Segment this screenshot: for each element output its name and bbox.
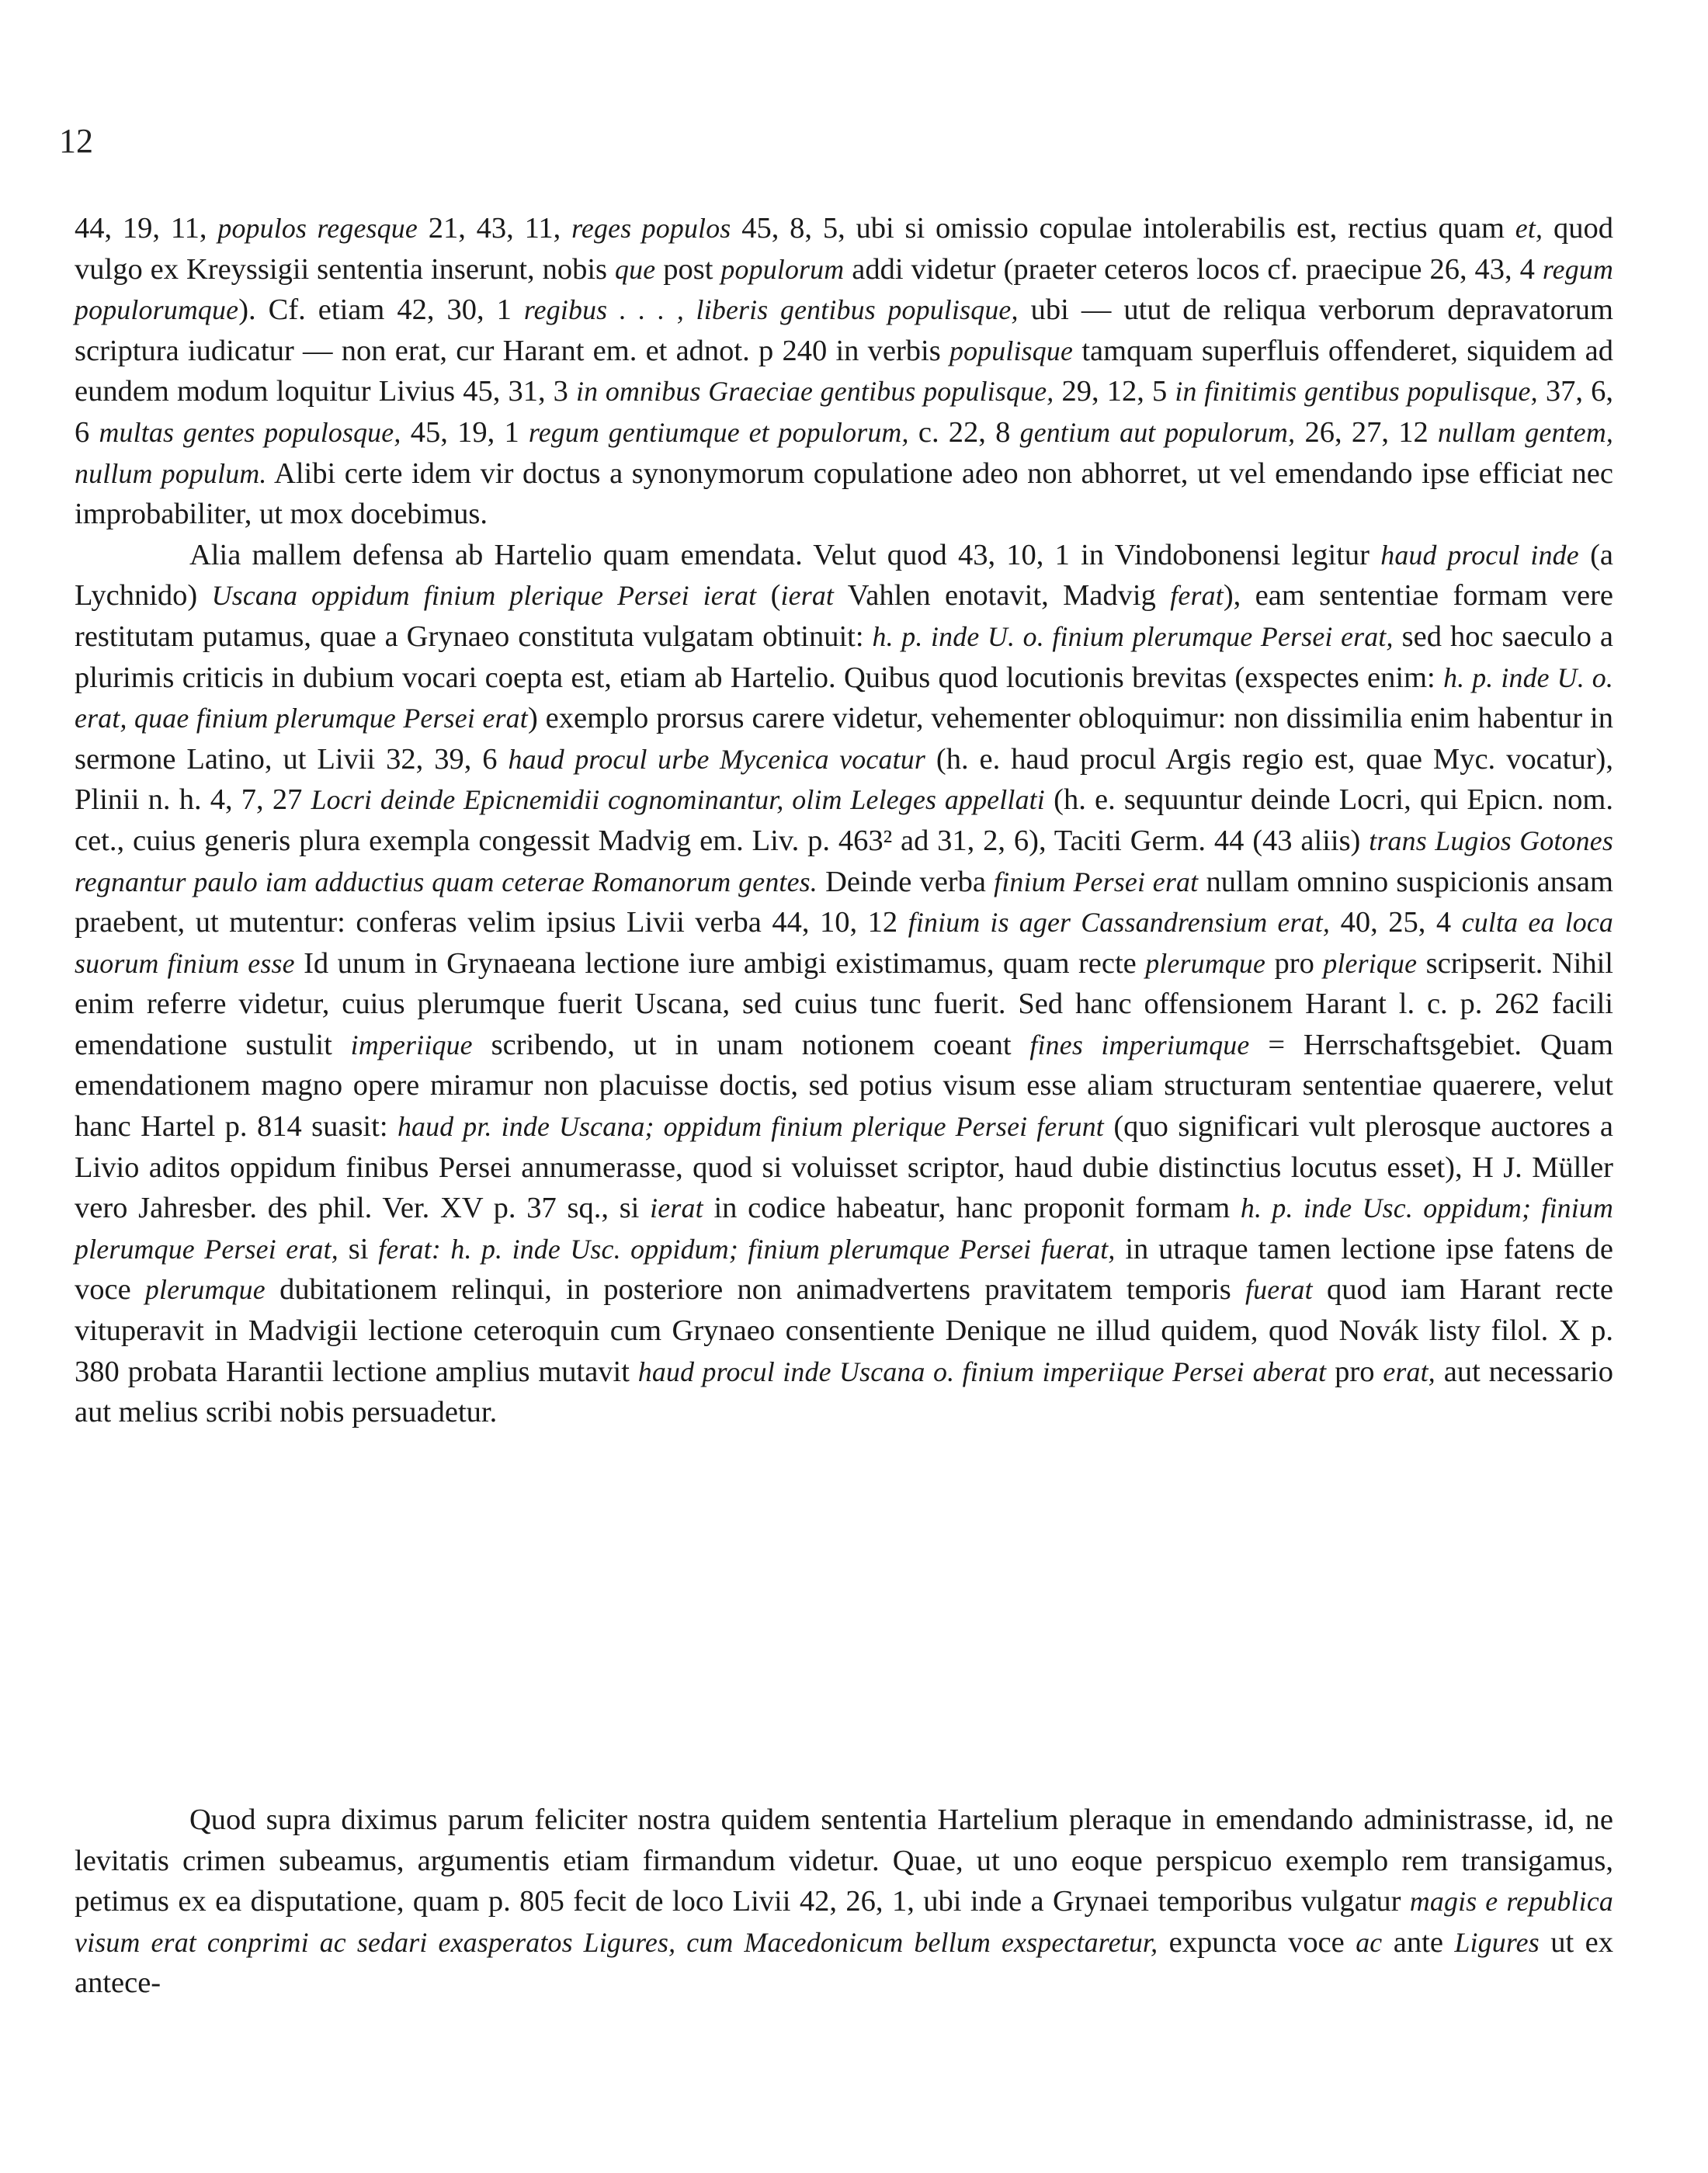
italic-citation: plerique [1323,947,1418,979]
italic-citation: h. p. inde U. o. erat, quae finium plerumque Persei erat [75,661,1613,734]
text-run: addi videtur (praeter ceteros locos cf. praecipue 26, 43, 4 [844,252,1543,286]
italic-citation: populos regesque [217,213,418,244]
text-run: Quod supra diximus parum feliciter nostra quidem sententia Hartelium pleraque in emendando administrasse, id, ne levitatis crimen subeamus, argumentis etiam firmandum videtur. Quae, ut uno eoque perspicuo exemplo rem transigamus, petimus ex ea disputatione, quam p. 805 fecit de loco Livii 42, 26, 1, ubi inde a Grynaei temporibus vulgatur [75,1803,1613,1918]
text-run: in codice habeatur, hanc proponit formam [703,1192,1241,1225]
italic-citation: in omnibus Graeciae gentibus populisque, [576,376,1054,408]
italic-citation: fines imperiumque [1029,1029,1250,1060]
text-run: si [338,1232,379,1265]
italic-citation: h. p. inde U. o. finium plerumque Persei erat, [872,620,1394,652]
text-run: post [655,252,721,286]
body-text-main [75,208,1613,1433]
text-run: ), eam sententiae formam vere restitutam putamus, quae a Grynaeo constituta vulgatam obtinuit: [75,579,1613,653]
text-run: Alibi certe idem vir doctus a synonymorum copulatione adeo non abhorret, ut vel emendando ipse efficiat nec improbabiliter, ut mox docebimus. [75,456,1613,531]
italic-citation: fuerat [1245,1274,1313,1306]
text-run: ut ex antece- [75,1925,1614,2000]
italic-citation: Uscana oppidum finium plerique Persei ierat [211,580,757,612]
italic-citation: ac [1356,1926,1383,1958]
italic-citation: multas gentes populosque, [99,416,401,448]
italic-citation: et, [1515,213,1543,244]
text-run: 45, 19, 1 [401,415,529,449]
text-run: sed hoc saeculo a plurimis criticis in dubium vocari coepta est, etiam ab Hartelio. Quibus quod locutionis brevitas (exspectes enim: [75,620,1613,694]
italic-citation: haud procul inde Uscana o. finium imperiique Persei [637,1356,1245,1387]
italic-citation: haud procul urbe Mycenica vocatur [508,743,925,775]
text-run: (h. e. haud procul Argis regio est, quae Myc. vocatur), Plinii n. h. 4, 7, 27 [75,742,1613,817]
text-run: Vahlen enotavit, Madvig [834,579,1171,613]
text-run: 37, 6, 6 [75,375,1613,449]
text-run: quod iam Harant recte vituperavit in Madvigii lectione ceteroquin cum Grynaeo consentiente Denique ne illud quidem, quod Novák listy filol. X p. 380 probata Harantii lectione amplius mutavit [75,1273,1613,1388]
paragraph-1 [75,208,1613,535]
italic-citation: finium Persei erat [994,866,1199,897]
italic-citation: Ligures [1454,1926,1540,1958]
text-run: ). Cf. etiam 42, 30, 1 [238,293,524,327]
text-run: 26, 27, 12 [1295,415,1438,449]
italic-citation: aberat [1252,1356,1327,1387]
italic-citation: que [615,253,656,285]
text-run: (quo significari vult plerosque auctores a Livio aditos oppidum finibus Persei annumerasse, quod si voluisset scriptor, haud dubie distinctius locutus esset), H J. Müller vero Jahresber. des phil. Ver. XV p. 37 sq., si [75,1110,1613,1225]
italic-citation: in finitimis gentibus populisque, [1175,376,1538,408]
text-run: quod vulgo ex Kreyssigii sententia inserunt, nobis [75,212,1613,286]
italic-citation: Locri deinde Epicnemidii cognominantur, olim Leleges appellati [311,784,1045,816]
text-run: Deinde verba [817,865,995,898]
italic-citation: finium is ager Cassandrensium erat, [908,907,1331,939]
text-run: (h. e. sequuntur deinde Locri, qui Epicn. nom. cet., cuius generis plura exempla congessit Madvig em. Liv. p. 463² ad 31, 2, 6), Taciti Germ. 44 (43 aliis) [75,783,1614,857]
italic-citation: ferat [1170,580,1224,612]
italic-citation: regibus . . . , liberis gentibus populisque, [523,294,1019,326]
italic-citation: culta ea loca suorum finium esse [75,907,1614,979]
page-number: 12 [59,122,93,160]
italic-citation: imperiique [350,1029,473,1060]
italic-citation: plerumque [1145,947,1266,979]
text-run: pro [1326,1355,1383,1388]
text-run: expuncta voce [1158,1925,1356,1959]
text-run: 21, 43, 11, [417,212,572,245]
text-run: scripserit. Nihil enim referre videtur, cuius plerumque fuerit Uscana, sed cuius tunc fuerit. Sed hanc offensionem Harant l. c. p. 262 facili emendatione sustulit [75,946,1613,1061]
text-run: (a Lychnido) [75,538,1613,613]
text-run [1245,1356,1253,1388]
italic-citation: magis e republica visum erat conprimi ac sedari exasperatos Ligures, cum Macedonicum bellum exspectaretur, [75,1886,1614,1958]
text-run: aut necessario aut melius scribi nobis persuadetur. [75,1355,1613,1429]
italic-citation: regum populorumque [75,253,1613,326]
text-run: pro [1265,946,1324,980]
text-run: in utraque tamen lectione ipse fatens de voce [75,1232,1613,1307]
italic-citation: nullam gentem, nullum populum. [75,416,1614,489]
text-run: ) exemplo prorsus carere videtur, vehementer obloquimur: non dissimilia enim habentur in sermone Latino, ut Livii 32, 39, 6 [75,702,1613,776]
text-run: c. 22, 8 [908,415,1020,449]
body-text-lower [75,1800,1613,2004]
text-run: tamquam superfluis offenderet, siquidem ad eundem modum loquitur Livius 45, 31, 3 [75,334,1613,408]
text-run: 44, 19, 11, [75,212,218,245]
text-run: ante [1382,1925,1455,1959]
text-run: 40, 25, 4 [1330,906,1462,939]
text-run: Alia mallem defensa ab Hartelio quam emendata. Velut quod 43, 10, 1 in Vindobonensi legitur [189,538,1381,571]
italic-citation: plerumque [144,1274,266,1306]
paragraph-2 [75,535,1613,1433]
italic-citation: haud procul inde [1380,539,1579,571]
italic-citation: regum gentiumque et populorum, [528,416,909,448]
text-run: scribendo, ut in unam notionem coeant [472,1028,1030,1061]
italic-citation: gentium aut populorum, [1019,416,1296,448]
italic-citation: erat, [1383,1356,1435,1387]
italic-citation: ferat: h. p. inde Usc. oppidum; finium plerumque Persei fuerat, [378,1233,1116,1265]
text-run: Id unum in Grynaeana lectione iure ambigi existimamus, quam recte [294,946,1146,980]
text-run: nullam omnino suspicionis ansam praebent, ut mutentur: conferas velim ipsius Livii verba 44, 10, 12 [75,865,1613,939]
text-run: ubi — utut de reliqua verborum depravatorum scriptura iudicatur — non erat, cur Harant em. et adnot. p 240 in verbis [75,293,1613,367]
italic-citation: trans Lugios Gotones regnantur paulo iam adductius quam ceterae Romanorum gentes. [75,824,1613,897]
text-run: = Herrschaftsgebiet. Quam emendationem magno opere miramur non placuisse doctis, sed potius visum esse aliam structuram sententiae quaerere, velut hanc Hartel p. 814 suasit: [75,1028,1613,1144]
italic-citation: h. p. inde Usc. oppidum; finium plerumque Persei erat, [75,1192,1613,1265]
italic-citation: reges populos [571,213,731,244]
text-run: 29, 12, 5 [1054,375,1175,408]
italic-citation: ierat [780,580,835,612]
italic-citation: populisque [949,335,1074,366]
italic-citation: populorum [720,253,845,285]
text-run: 45, 8, 5, ubi si omissio copulae intolerabilis est, rectius quam [731,212,1515,245]
italic-citation: haud pr. inde Uscana; oppidum finium plerique Persei ferunt [397,1111,1104,1143]
paragraph-3 [75,1800,1613,2004]
text-run: ( [756,579,781,613]
italic-citation: ierat [650,1192,703,1224]
text-run: dubitationem relinqui, in posteriore non animadvertens pravitatem temporis [265,1273,1246,1307]
